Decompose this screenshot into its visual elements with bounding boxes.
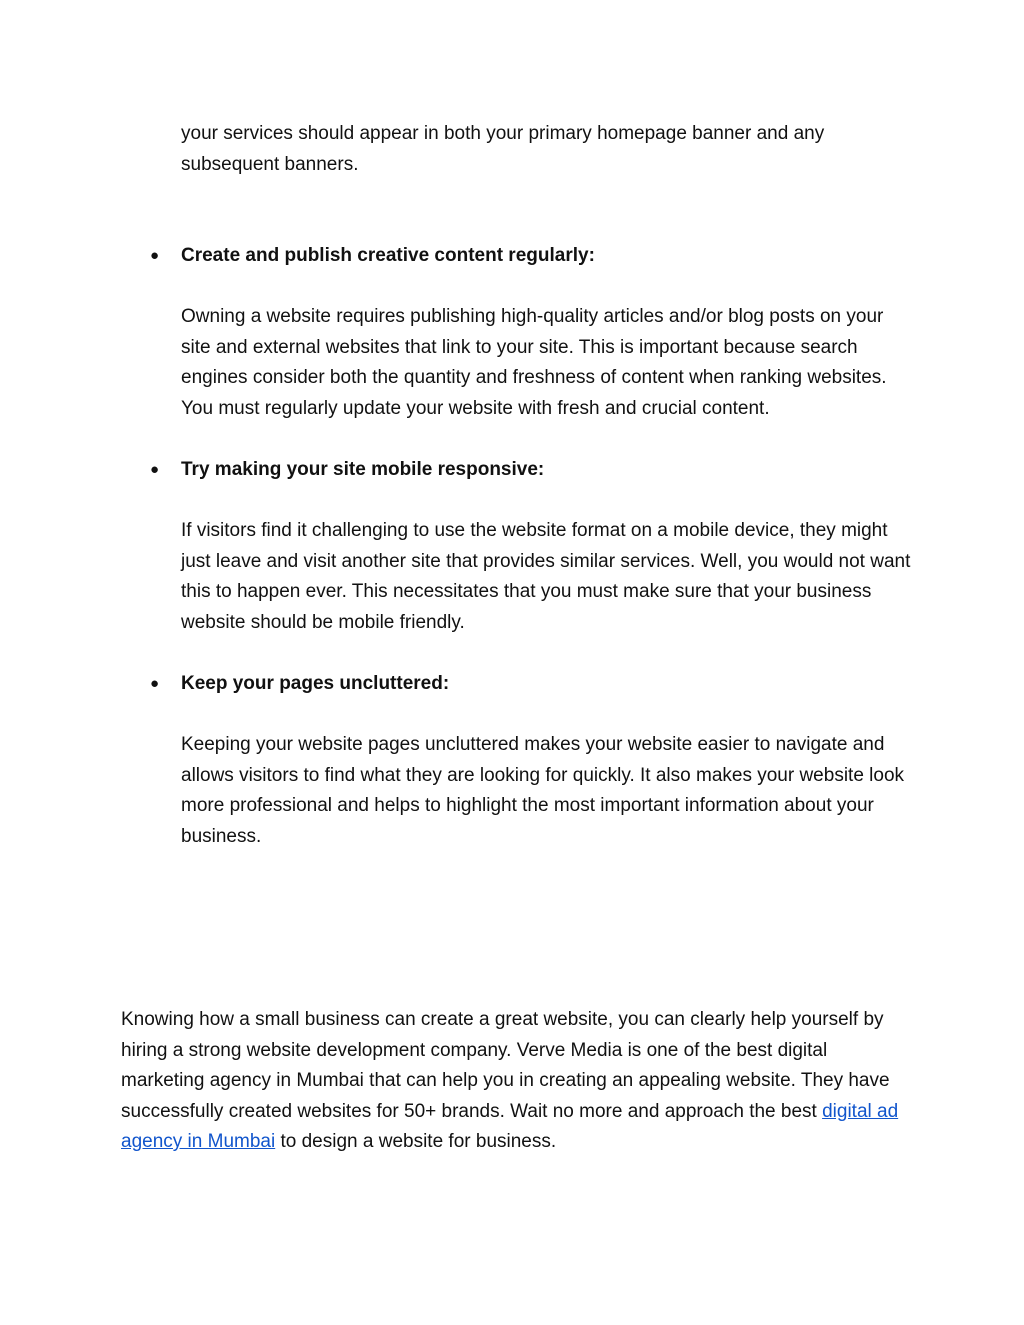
section-body-mobile: If visitors find it challenging to use the website format on a mobile device, they might just leave and visit another site that provides similar services. Well, you would not want this to happen ever. This necessitates that you must make sure that your business website should be mobile friendly. (181, 520, 911, 633)
section-body-content: Owning a website requires publishing high-quality articles and/or blog posts on your site and external websites that link to your site. This is important because search engines consider both the quantity and freshness of content when ranking websites. You must regularly update your website with fresh and crucial content. (181, 306, 887, 419)
agency-link[interactable]: digital ad agency in Mumbai (121, 1100, 899, 1152)
closing-text-end: to design a website for business. (275, 1131, 557, 1152)
bullet-icon: ● (150, 461, 160, 478)
intro-paragraph: your services should appear in both your primary homepage banner and any subsequent banners. (181, 123, 825, 175)
closing-paragraph (121, 1005, 911, 1158)
closing-text-start: Knowing how a small business can create a great website, you can clearly help yourself by hiring a strong website development company. Verve Media is one of the best digital marketing agency in Mumbai that can help you in creating an appealing website. They have successfully created websites for 50+ brands. Wait no more and approach the best (121, 1009, 890, 1122)
section-heading-mobile: Try making your site mobile responsive: (181, 459, 545, 480)
section-body-uncluttered: Keeping your website pages uncluttered makes your website easier to navigate and allows visitors to find what they are looking for quickly. It also makes your website look more professional and helps to highlight the most important information about your business. (181, 734, 905, 847)
bullet-icon: ● (150, 675, 160, 692)
section-heading-uncluttered: Keep your pages uncluttered: (181, 673, 450, 694)
section-heading-content: Create and publish creative content regularly: (181, 245, 595, 266)
bullet-icon: ● (150, 247, 160, 264)
